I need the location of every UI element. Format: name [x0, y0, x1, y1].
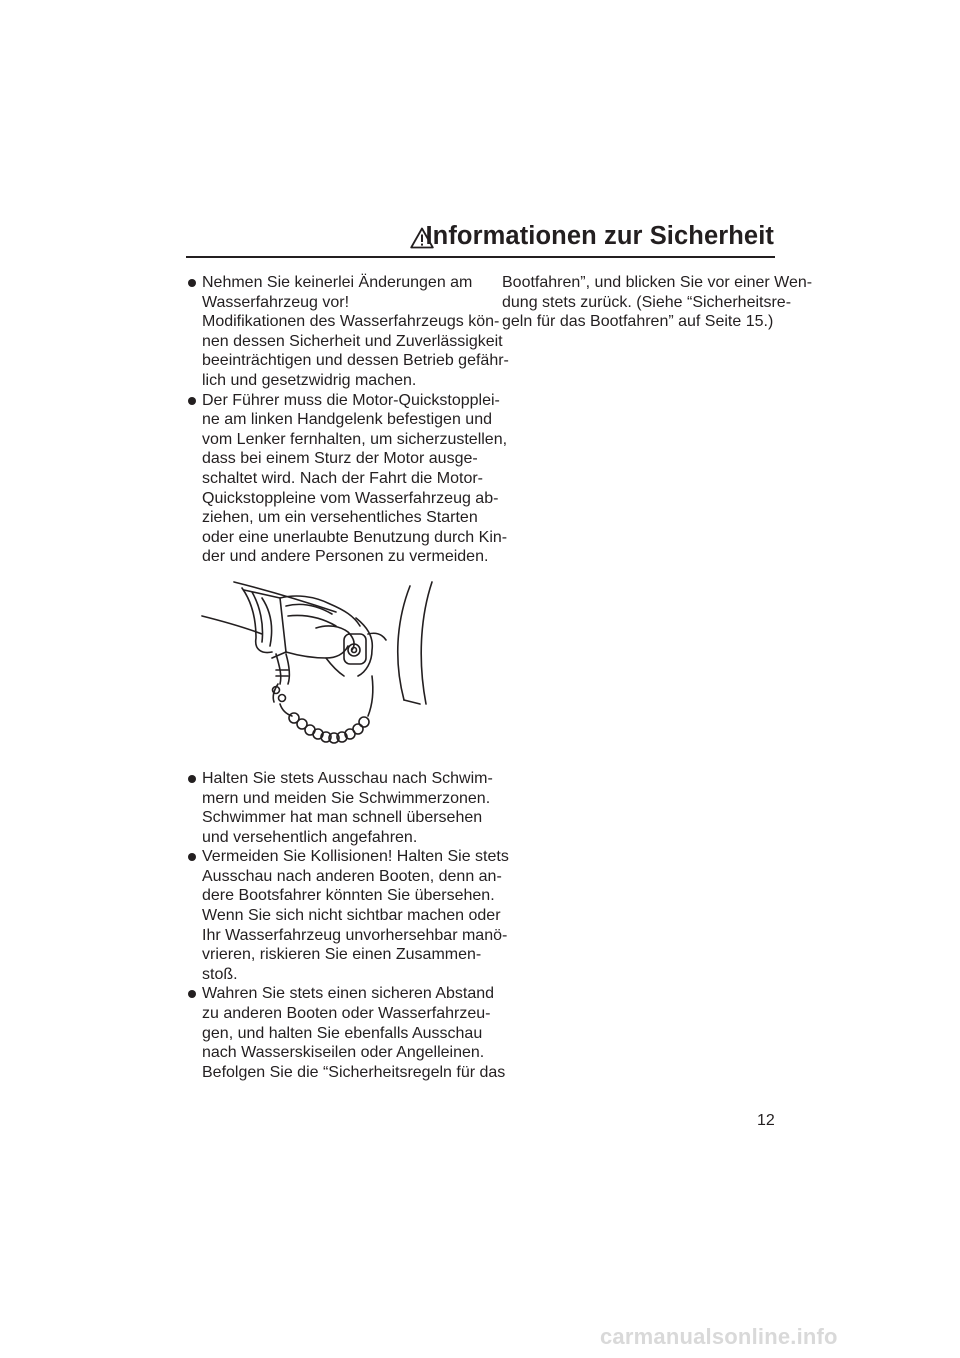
page-number: 12 [757, 1112, 775, 1129]
text-line: Befolgen Sie die “Sicherheitsregeln für das [202, 1063, 506, 1081]
text-line: beeinträchtigen und dessen Betrieb gefähr- [202, 352, 509, 370]
text-line: Ihr Wasserfahrzeug unvorhersehbar manö- [202, 926, 508, 944]
text-line: lich und gesetzwidrig machen. [202, 371, 417, 389]
text-line: nen dessen Sicherheit und Zuverlässigkeit [202, 332, 503, 350]
text-line: zu anderen Booten oder Wasserfahrzeu- [202, 1005, 491, 1023]
text-line: ziehen, um ein versehentliches Starten [202, 509, 478, 527]
text-line: dere Bootsfahrer könnten Sie übersehen. [202, 887, 495, 905]
gloved-hand-lanyard-illustration [196, 572, 446, 752]
text-line: Vermeiden Sie Kollisionen! Halten Sie stets [202, 848, 509, 866]
text-line: Modifikationen des Wasserfahrzeugs kön- [202, 313, 500, 331]
text-line: Der Führer muss die Motor-Quickstopplei- [202, 391, 500, 409]
text-line: Bootfahren”, und blicken Sie vor einer Wen- [502, 274, 813, 291]
text-line: ne am linken Handgelenk befestigen und [202, 411, 492, 429]
text-line: gen, und halten Sie ebenfalls Ausschau [202, 1024, 483, 1042]
bullet-item [186, 273, 509, 391]
text-line: Wenn Sie sich nicht sichtbar machen oder [202, 907, 501, 925]
text-line: dung stets zurück. (Siehe “Sicherheitsre- [502, 293, 792, 311]
text-line: Schwimmer hat man schnell übersehen [202, 809, 483, 827]
bullet-dot-icon [188, 990, 196, 998]
text-line: nach Wasserskiseilen oder Angelleinen. [202, 1044, 485, 1062]
text-line: Wasserfahrzeug vor! [202, 293, 350, 311]
bullet-item [186, 847, 509, 984]
page-title: Informationen zur Sicherheit [425, 222, 774, 250]
bullet-dot-icon [188, 775, 196, 783]
text-line: geln für das Bootfahren” auf Seite 15.) [502, 313, 774, 331]
text-line: Ausschau nach anderen Booten, denn an- [202, 867, 502, 885]
text-line: der und andere Personen zu vermeiden. [202, 548, 489, 566]
right-column [502, 273, 813, 332]
text-line: schaltet wird. Nach der Fahrt die Motor- [202, 469, 483, 487]
text-line: Wahren Sie stets einen sicheren Abstand [202, 985, 495, 1003]
text-line: mern und meiden Sie Schwimmerzonen. [202, 789, 491, 807]
text-line: und versehentlich angefahren. [202, 828, 418, 846]
text-line: Nehmen Sie keinerlei Änderungen am [202, 274, 473, 291]
bullet-dot-icon [188, 279, 196, 287]
page-header [186, 224, 775, 258]
bullet-dot-icon [188, 397, 196, 405]
text-line: oder eine unerlaubte Benutzung durch Kin- [202, 528, 508, 546]
text-line: vrieren, riskieren Sie einen Zusammen- [202, 946, 482, 964]
bullet-dot-icon [188, 853, 196, 861]
watermark: carmanualsonline.info [600, 1324, 838, 1349]
bullet-item [186, 984, 506, 1082]
text-line: Halten Sie stets Ausschau nach Schwim- [202, 769, 493, 787]
bullet-item [186, 769, 493, 847]
text-line: Quickstoppleine vom Wasserfahrzeug ab- [202, 489, 499, 507]
bullet-item [186, 391, 508, 567]
text-line: vom Lenker fernhalten, um sicherzustellen, [202, 430, 508, 448]
text-line: dass bei einem Sturz der Motor ausge- [202, 450, 478, 468]
text-line: stoß. [202, 965, 238, 983]
